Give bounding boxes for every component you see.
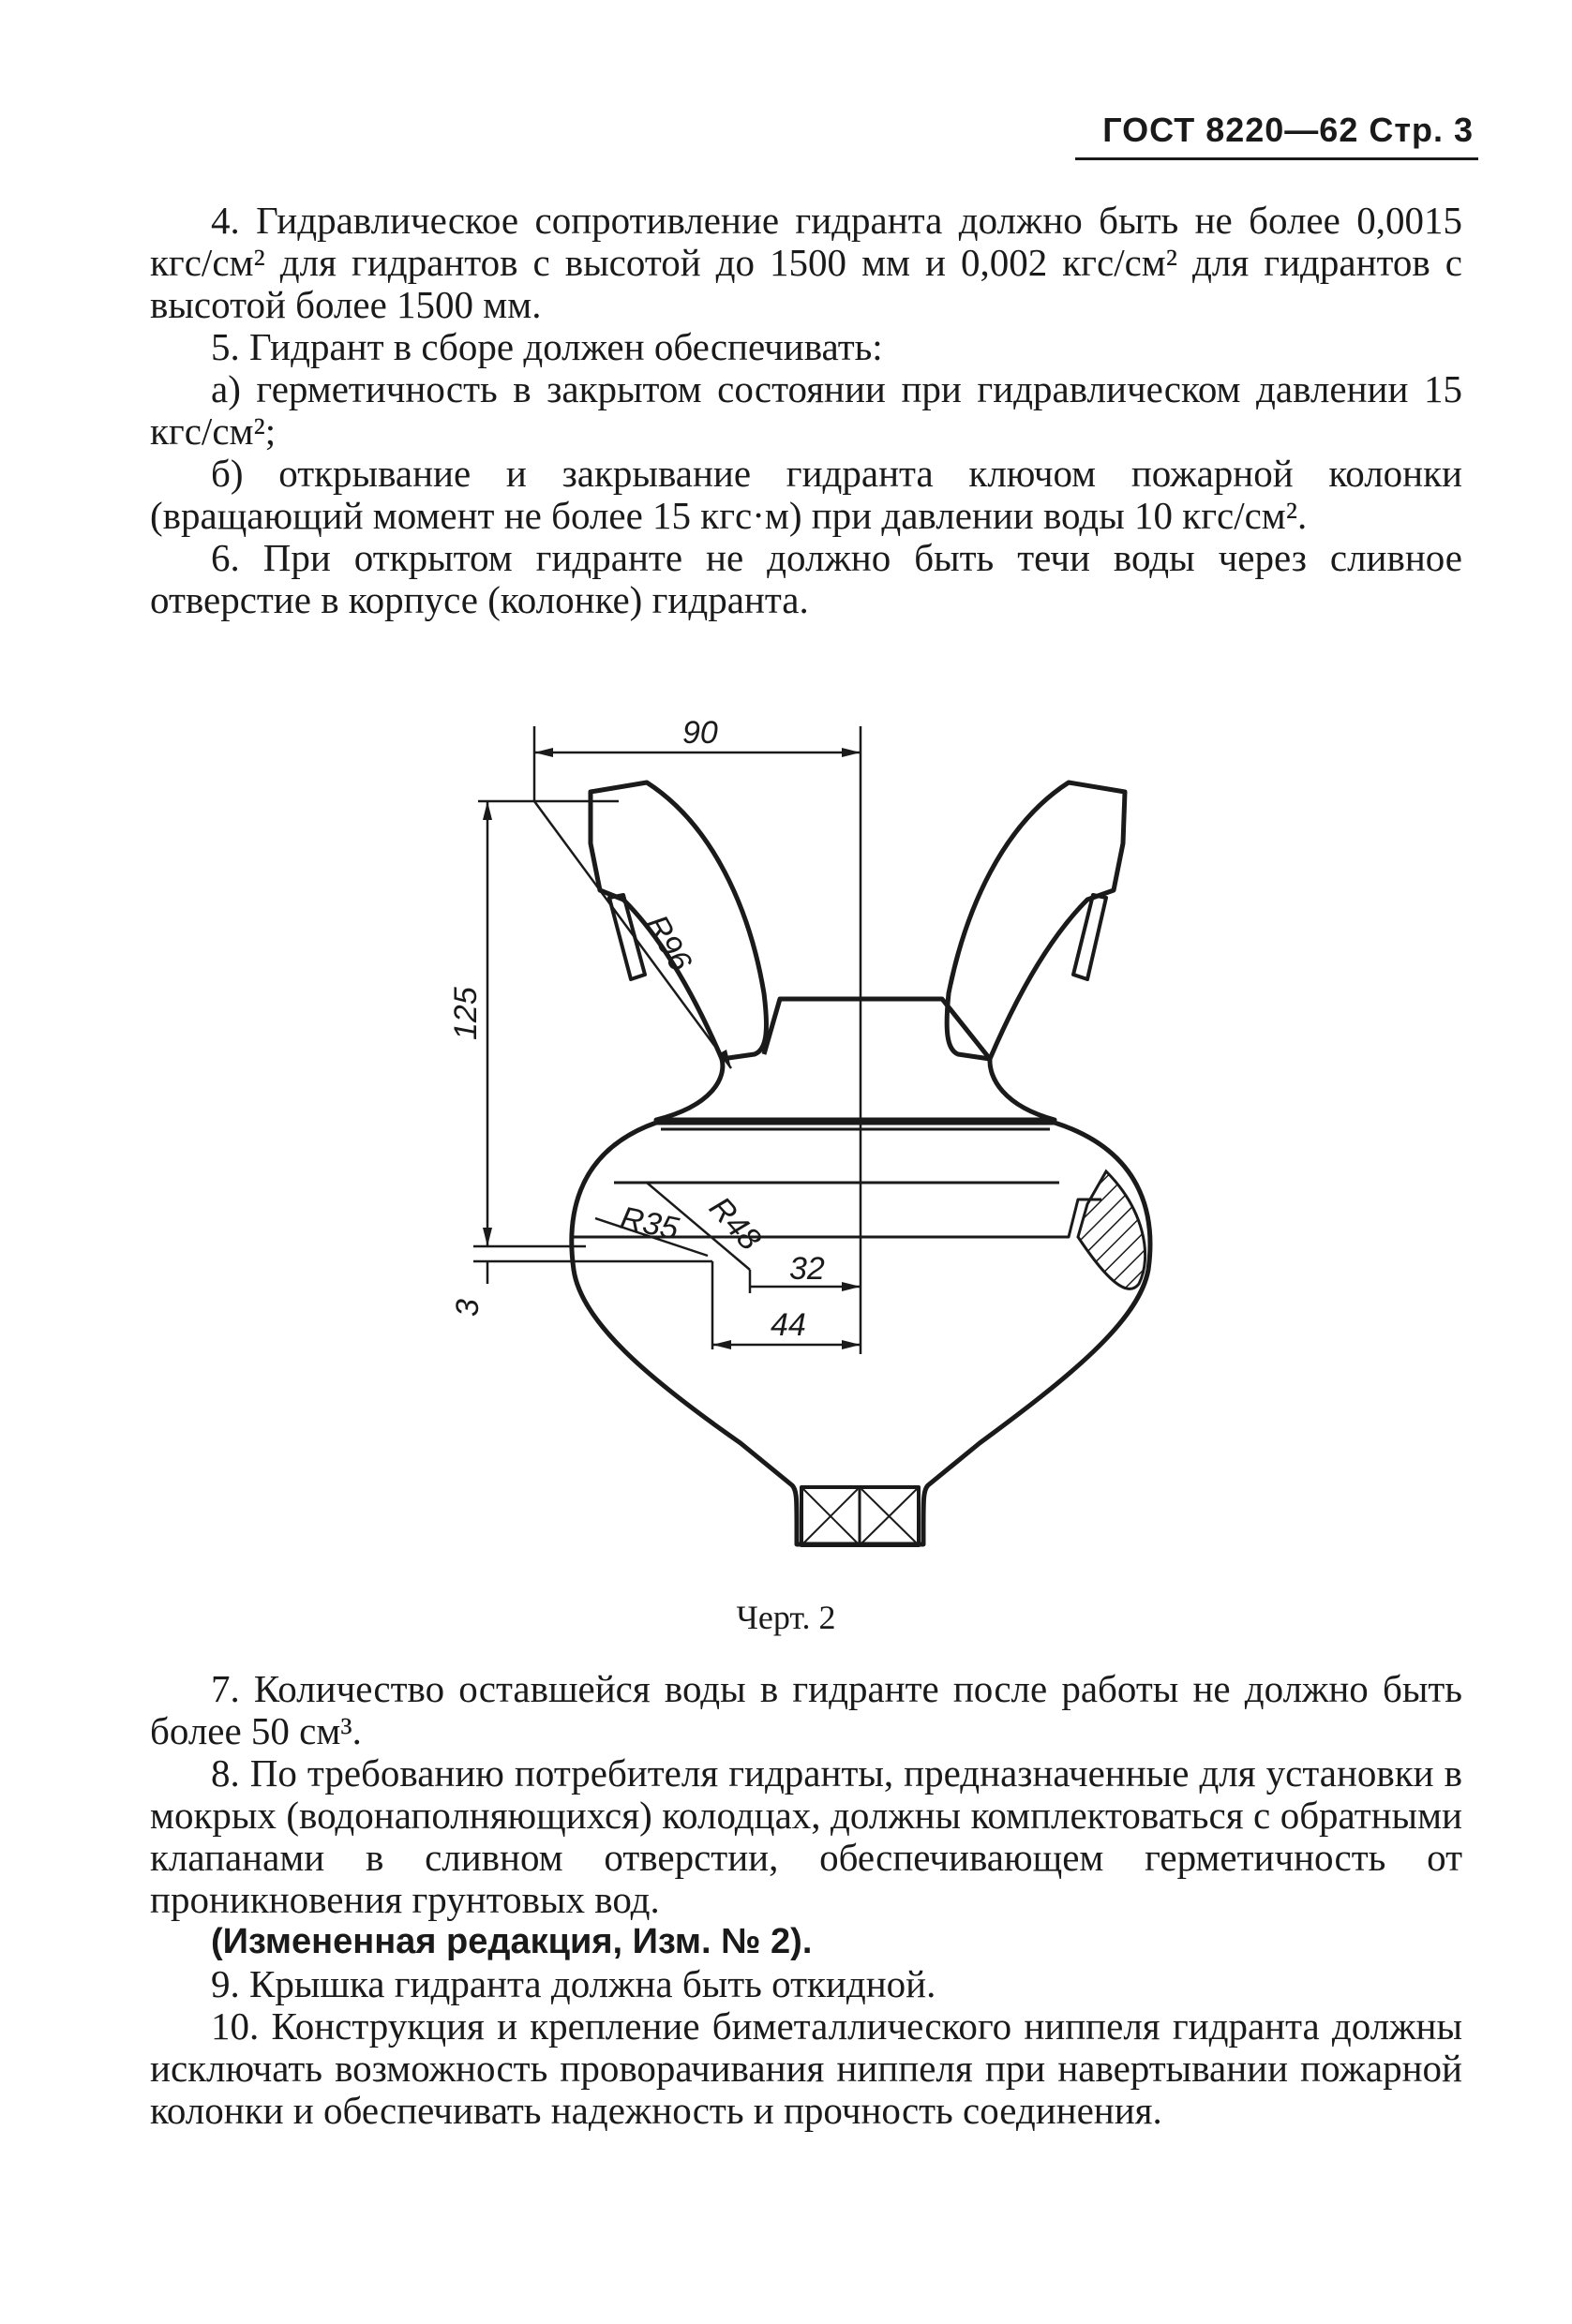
hatched-section bbox=[1078, 1171, 1145, 1289]
dim-90: 90 bbox=[682, 715, 718, 751]
dim-r96: R96 bbox=[638, 909, 699, 978]
right-lug bbox=[947, 782, 1125, 1059]
paragraph-10: 10. Конструкция и крепление биметаллического ниппеля гидранта должны исключать возможность проворачивания ниппеля при навертывании пожарной колонки и обеспечивать надежность и прочность соединения. bbox=[150, 2004, 1462, 2132]
dim-3: 3 bbox=[450, 1299, 486, 1317]
dim-r48: R48 bbox=[702, 1189, 769, 1258]
paragraph-4: 4. Гидравлическое сопротивление гидранта должно быть не более 0,0015 кгс/см² для гидрантов с высотой до 1500 мм и 0,002 кгс/см² для гидрантов с высотой более 1500 мм. bbox=[150, 199, 1462, 326]
page-header: ГОСТ 8220—62 Стр. 3 bbox=[1102, 111, 1474, 149]
paragraph-5: 5. Гидрант в сборе должен обеспечивать: bbox=[211, 325, 883, 368]
dim-r35: R35 bbox=[617, 1199, 682, 1247]
dim-125: 125 bbox=[448, 987, 484, 1040]
figure-caption: Черт. 2 bbox=[736, 1599, 836, 1636]
neck bbox=[656, 999, 1055, 1120]
paragraph-5a: а) герметичность в закрытом состоянии при гидравлическом давлении 15 кгс/см²; bbox=[150, 367, 1462, 453]
dim-32: 32 bbox=[789, 1251, 825, 1287]
paragraph-9: 9. Крышка гидранта должна быть откидной. bbox=[211, 1962, 936, 2005]
paragraph-8: 8. По требованию потребителя гидранты, предназначенные для установки в мокрых (водонаполняющихся) колодцах, должны комплектоваться с обратными клапанами в сливном отверстии, обеспечивающем герметичность от проникновения грунтовых вод. bbox=[150, 1751, 1462, 1921]
dim-44: 44 bbox=[771, 1307, 806, 1343]
paragraph-6: 6. При открытом гидранте не должно быть течи воды через сливное отверстие в корпусе (колонке) гидранта. bbox=[150, 536, 1462, 621]
amendment-note: (Измененная редакция, Изм. № 2). bbox=[211, 1922, 813, 1961]
paragraph-5b: б) открывание и закрывание гидранта ключом пожарной колонки (вращающий момент не более 15 кгс·м) при давлении воды 10 кгс/см². bbox=[150, 452, 1462, 537]
paragraph-7: 7. Количество оставшейся воды в гидранте после работы не должно быть более 50 см³. bbox=[150, 1667, 1462, 1752]
left-lug-notch bbox=[609, 895, 645, 979]
text-block-bottom bbox=[150, 1668, 1462, 2132]
